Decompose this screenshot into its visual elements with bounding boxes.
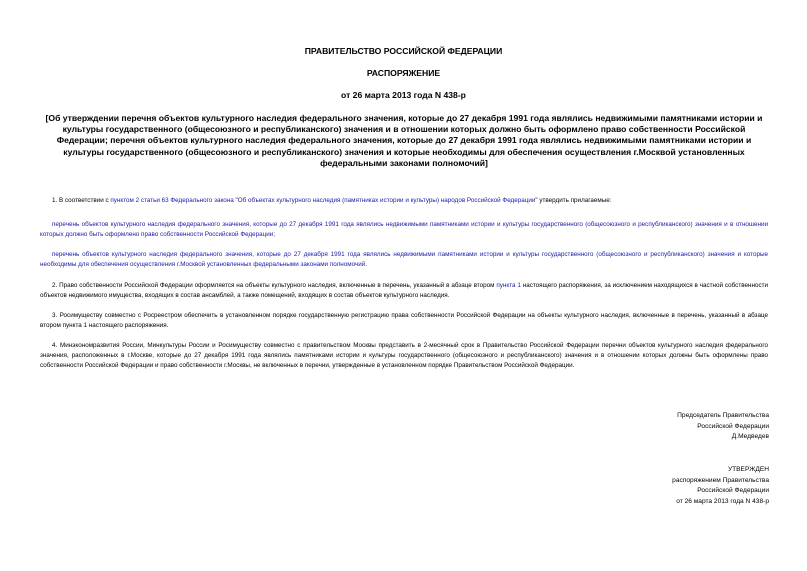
signature-country: Российской Федерации: [697, 422, 769, 430]
paragraph-2-text-start: 2. Право собственности Российской Федерации оформляется на объекты культурного наследия, включенные в перечень, указанный в абзаце втором: [52, 282, 497, 289]
point-1-link[interactable]: пункта 1: [496, 282, 521, 289]
paragraph-1: [40, 196, 768, 206]
document-kind: РАСПОРЯЖЕНИЕ: [366, 68, 441, 78]
approval-title: УТВЕРЖДЕН: [727, 466, 769, 473]
paragraph-1-text-start: 1. В соответствии с: [52, 197, 111, 204]
approval-by: распоряжением Правительства: [672, 476, 769, 484]
list-item-2[interactable]: перечень объектов культурного наследия федерального значения, которые до 27 декабря 1991 года являлись недвижимыми памятниками истории и культуры государственного (общесоюзного и республиканского) значения и которые необходимы для обеспечения осуществления г.Москвой установленных федеральными законами полномочий.: [40, 251, 768, 268]
government-heading: ПРАВИТЕЛЬСТВО РОССИЙСКОЙ ФЕДЕРАЦИИ: [304, 46, 503, 56]
approval-country: Российской Федерации: [697, 487, 769, 495]
paragraph-3: 3. Росимуществу совместно с Росреестром обеспечить в установленном порядке государственную регистрацию права собственности Российской Федерации на объекты культурного наследия, включенные в перечень, указанный в абзаце втором пункта 1 настоящего распоряжения.: [40, 312, 768, 329]
signature-block: [509, 411, 769, 443]
signature-position: Председатель Правительства: [677, 412, 769, 419]
paragraph-1-text-end: " утвердить прилагаемые:: [535, 197, 612, 204]
paragraph-4: 4. Минэкономразвития России, Минкультуры России и Росимуществу совместно с правительством Москвы представить в 2-месячный срок в Правительство Российской Федерации перечни объектов культурного наследия федерального значения, расположенных в г.Москве, которые до 27 декабря 1991 года являлись памятниками истории и культуры государственного (общесоюзного и республиканского) значения и в отношении которых должны быть оформлены право собственности Российской Федерации и право собственности г.Москвы, не включенных в перечни, утвержденные в установленном порядке Правительством Российской Федерации.: [40, 342, 768, 369]
paragraph-2: [40, 281, 768, 301]
document-title: [Об утверждении перечня объектов культурного наследия федерального значения, которые до 27 декабря 1991 года являлись недвижимыми памятниками истории и культуры государственного (общесоюзного и республиканского) значения и в отношении которых должно быть оформлено право собственности Российской Федерации; перечня объектов культурного наследия федерального значения, которые до 27 декабря 1991 года являлись недвижимыми памятниками истории и культуры государственного (общесоюзного и республиканского) значения и которые необходимы для обеспечения осуществления г.Москвой установленных федеральными законами полномочий]: [45, 113, 763, 168]
paragraph-2-text-end: настоящего распоряжения, за исключением находящихся в частной собственности объектов недвижимого имущества, входящих в состав ансамблей, а также помещений, входящих в состав объектов культурного наследия.: [40, 282, 768, 299]
signature-name: Д.Медведев: [731, 433, 769, 441]
approval-date: от 26 марта 2013 года N 438-р: [676, 497, 769, 505]
law-title-link[interactable]: Об объектах культурного наследия (памятниках истории и культуры) народов Российской Федерации: [237, 197, 536, 204]
law-article-link[interactable]: пунктом 2 статьи 63 Федерального закона: [110, 197, 234, 204]
approval-block: [509, 465, 769, 507]
list-item-1[interactable]: перечень объектов культурного наследия федерального значения, которые до 27 декабря 1991 года являлись недвижимыми памятниками истории и культуры государственного (общесоюзного и республиканского) значения и в отношении которых должно быть оформлено право собственности Российской Федерации;: [40, 221, 768, 238]
paragraph-1-text-middle: ": [233, 197, 238, 204]
document-date: от 26 марта 2013 года N 438-р: [341, 90, 466, 100]
